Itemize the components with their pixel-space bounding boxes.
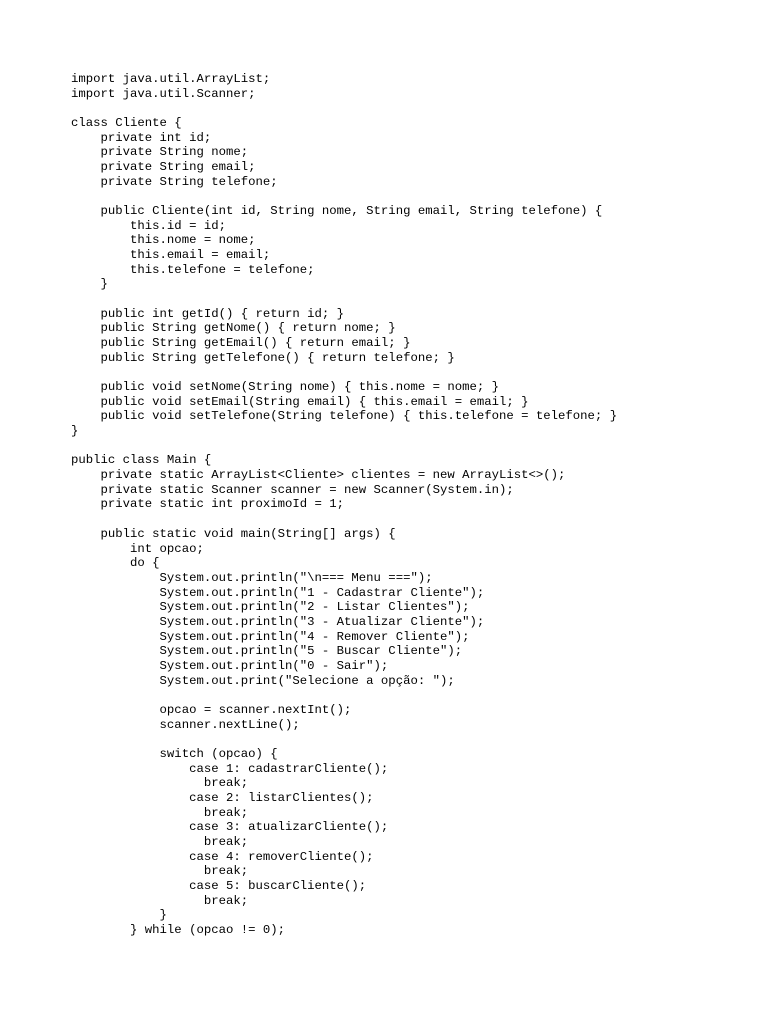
code-line: do {: [71, 556, 160, 571]
code-line: this.id = id;: [71, 218, 226, 233]
code-line: System.out.println("3 - Atualizar Cliente");: [71, 614, 485, 629]
code-line: System.out.print("Selecione a opção: ");: [71, 673, 455, 688]
code-line: int opcao;: [71, 541, 204, 556]
code-line: private static ArrayList<Cliente> clientes = new ArrayList<>();: [71, 468, 566, 483]
code-line: System.out.println("\n=== Menu ===");: [71, 570, 433, 585]
code-line: case 5: buscarCliente();: [71, 878, 367, 893]
code-line: break;: [71, 893, 249, 908]
code-line: System.out.println("4 - Remover Cliente");: [71, 629, 470, 644]
code-line: [71, 101, 617, 116]
code-line: [71, 512, 617, 527]
code-line: }: [71, 424, 79, 439]
code-line: System.out.println("2 - Listar Clientes");: [71, 600, 470, 615]
code-line: [71, 688, 617, 703]
code-line: import java.util.Scanner;: [71, 86, 256, 101]
code-line: case 4: removerCliente();: [71, 849, 374, 864]
code-line: this.email = email;: [71, 248, 271, 263]
code-line: public class Main {: [71, 453, 212, 468]
code-line: public void setEmail(String email) { this.email = email; }: [71, 394, 529, 409]
code-line: public Cliente(int id, String nome, String email, String telefone) {: [71, 204, 603, 219]
code-line: }: [71, 277, 108, 292]
code-line: } while (opcao != 0);: [71, 922, 286, 937]
code-line: private String telefone;: [71, 174, 278, 189]
code-line: case 3: atualizarCliente();: [71, 820, 389, 835]
code-line: break;: [71, 864, 249, 879]
code-line: public int getId() { return id; }: [71, 306, 345, 321]
code-line: private static int proximoId = 1;: [71, 497, 345, 512]
code-line: [71, 439, 617, 454]
code-line: break;: [71, 776, 249, 791]
code-line: System.out.println("0 - Sair");: [71, 658, 389, 673]
code-line: public static void main(String[] args) {: [71, 526, 396, 541]
code-line: public void setNome(String nome) { this.nome = nome; }: [71, 380, 500, 395]
java-source-code: [71, 72, 617, 938]
code-line: [71, 189, 617, 204]
code-line: public void setTelefone(String telefone) { this.telefone = telefone; }: [71, 409, 618, 424]
code-line: private int id;: [71, 130, 212, 145]
code-line: public String getEmail() { return email; }: [71, 336, 411, 351]
code-line: [71, 732, 617, 747]
code-line: break;: [71, 834, 249, 849]
code-line: switch (opcao) {: [71, 746, 278, 761]
code-line: this.telefone = telefone;: [71, 262, 315, 277]
code-line: public String getTelefone() { return telefone; }: [71, 350, 455, 365]
code-line: }: [71, 908, 167, 923]
code-line: [71, 292, 617, 307]
code-line: scanner.nextLine();: [71, 717, 300, 732]
code-line: break;: [71, 805, 249, 820]
code-line: private static Scanner scanner = new Scanner(System.in);: [71, 482, 514, 497]
code-line: case 1: cadastrarCliente();: [71, 761, 389, 776]
code-line: this.nome = nome;: [71, 233, 256, 248]
code-line: case 2: listarClientes();: [71, 790, 374, 805]
code-line: private String email;: [71, 160, 256, 175]
code-line: [71, 365, 617, 380]
code-line: import java.util.ArrayList;: [71, 72, 271, 86]
code-line: System.out.println("5 - Buscar Cliente");: [71, 644, 463, 659]
code-line: System.out.println("1 - Cadastrar Cliente");: [71, 585, 485, 600]
code-line: opcao = scanner.nextInt();: [71, 702, 352, 717]
code-line: class Cliente {: [71, 116, 182, 131]
code-line: public String getNome() { return nome; }: [71, 321, 396, 336]
code-line: private String nome;: [71, 145, 249, 160]
